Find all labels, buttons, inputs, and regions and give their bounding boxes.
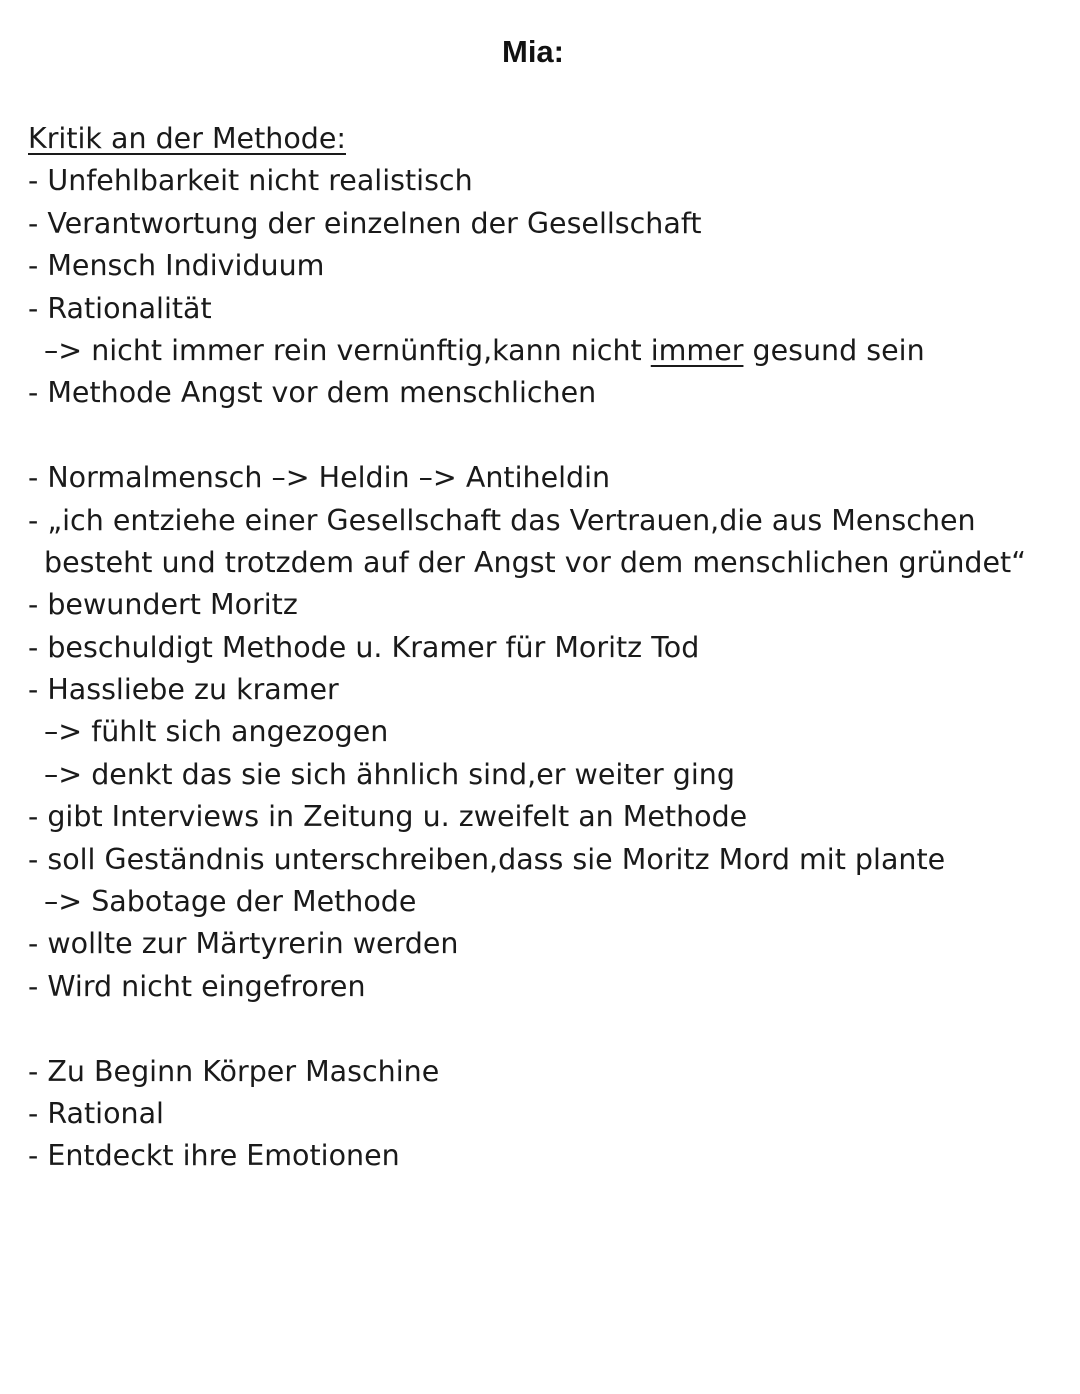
sub-list-item: –> denkt das sie sich ähnlich sind,er weiter ging — [44, 757, 735, 791]
list-item: - bewundert Moritz — [28, 588, 298, 622]
list-item: - Unfehlbarkeit nicht realistisch — [28, 164, 473, 198]
notes-body — [28, 118, 1068, 1178]
quote-item: - „ich entziehe einer Gesellschaft das Vertrauen,die aus Menschen — [28, 503, 976, 537]
list-item: - Methode Angst vor dem menschlichen — [28, 376, 597, 410]
list-item: - Normalmensch –> Heldin –> Antiheldin — [28, 461, 611, 495]
sub-list-item: –> fühlt sich angezogen — [44, 715, 389, 749]
list-item: - Entdeckt ihre Emotionen — [28, 1139, 400, 1173]
sub-list-item — [28, 330, 1068, 372]
list-item: - Rational — [28, 1096, 164, 1130]
spacer — [28, 1008, 1068, 1050]
sub-list-item: –> Sabotage der Methode — [44, 885, 417, 919]
page-title: Mia: — [502, 34, 564, 69]
quote-continuation: besteht und trotzdem auf der Angst vor dem menschlichen gründet“ — [44, 545, 1026, 579]
underlined-word: immer — [650, 333, 744, 367]
list-item: - Zu Beginn Körper Maschine — [28, 1054, 440, 1088]
list-item: - beschuldigt Methode u. Kramer für Moritz Tod — [28, 630, 700, 664]
heading-text: Kritik an der Methode: — [28, 122, 346, 155]
list-item: - Verantwortung der einzelnen der Gesellschaft — [28, 206, 702, 240]
list-item: - soll Geständnis unterschreiben,dass sie Moritz Mord mit plante — [28, 842, 946, 876]
list-item: - Wird nicht eingefroren — [28, 969, 366, 1003]
section-heading — [28, 118, 1068, 160]
spacer — [28, 415, 1068, 457]
list-item: - wollte zur Märtyrerin werden — [28, 927, 459, 961]
sub-item-text: –> nicht immer rein vernünftig,kann nicht — [44, 333, 651, 367]
list-item: - Hassliebe zu kramer — [28, 673, 339, 707]
list-item: - gibt Interviews in Zeitung u. zweifelt an Methode — [28, 800, 748, 834]
list-item: - Rationalität — [28, 291, 212, 325]
sub-item-text: gesund sein — [743, 333, 925, 367]
list-item: - Mensch Individuum — [28, 249, 325, 283]
